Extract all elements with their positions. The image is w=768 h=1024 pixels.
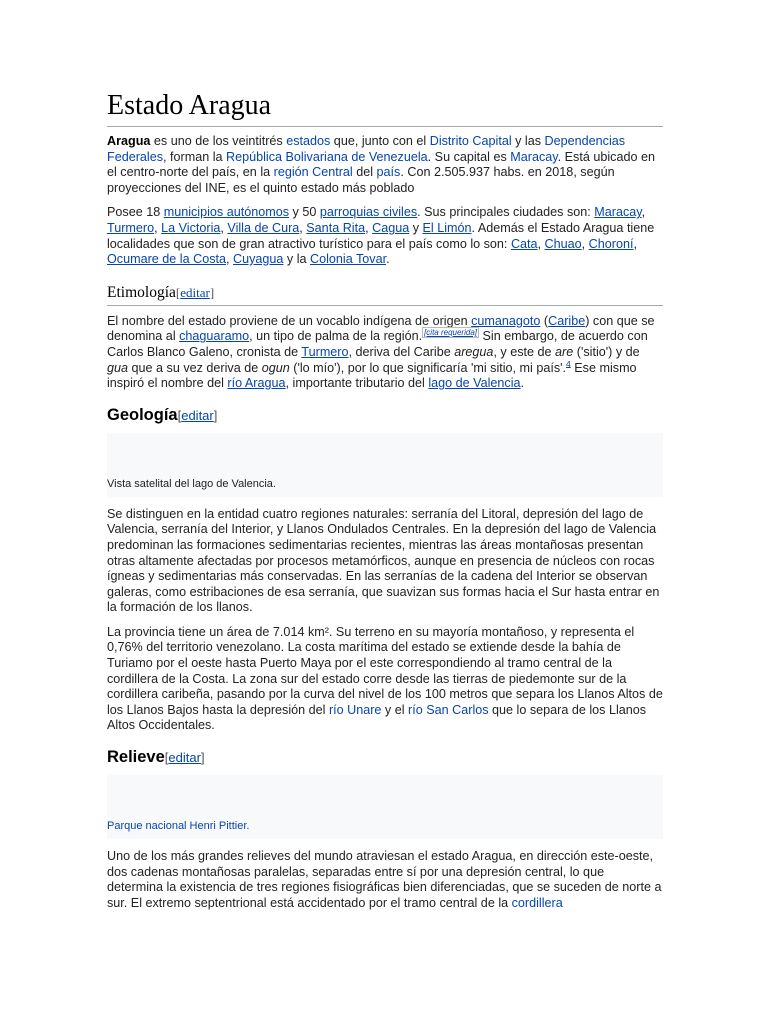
link-maracay-city[interactable]: Maracay (594, 205, 642, 220)
text: , (365, 220, 373, 235)
article-content (107, 88, 663, 911)
text: El nombre del estado proviene de un vocablo indígena de origen (107, 313, 472, 328)
link-cata[interactable]: Cata (510, 236, 538, 251)
text: . (386, 252, 390, 267)
text: , (220, 220, 228, 235)
link-estados[interactable]: estados (286, 134, 331, 148)
text: ('lo mío'), por lo que significaría 'mi sitio, mi país'. (289, 360, 567, 375)
text: . Sus principales ciudades son: (417, 205, 595, 220)
text: Posee 18 (107, 205, 164, 220)
link-caribe[interactable]: Caribe (548, 313, 586, 328)
link-cuyagua[interactable]: Cuyagua (233, 252, 284, 267)
text: . Además el Estado Aragua tiene localidades que son de gran atractivo turístico para el país como lo son: (107, 220, 655, 251)
text: , (299, 220, 307, 235)
section-heading-etimologia (107, 284, 663, 306)
link-cagua[interactable]: Cagua (372, 220, 410, 235)
link-region-central[interactable]: región Central (273, 165, 353, 180)
text: . (520, 376, 525, 391)
link-santa-rita[interactable]: Santa Rita (306, 220, 366, 235)
text: ('sitio') y de (573, 344, 640, 359)
text: , (537, 236, 545, 251)
link-rio-aragua[interactable]: río Aragua (227, 376, 286, 391)
link-municipios[interactable]: municipios autónomos (163, 205, 290, 220)
text: . Con 2.505.937 habs. en 2018, según proyecciones del INE, es el quinto estado más poblado (107, 165, 615, 195)
text: Sin embargo, de acuerdo con Carlos Blanco Galeno, cronista de (107, 329, 648, 359)
relieve-paragraph (107, 849, 663, 911)
bracket: [ (177, 407, 182, 423)
etimologia-paragraph (107, 314, 663, 392)
bracket: ] (209, 284, 215, 300)
text: , deriva del Caribe (348, 344, 455, 359)
link-el-limon[interactable]: El Limón (422, 220, 472, 235)
text: , forman la (163, 149, 227, 164)
text: y las (511, 134, 545, 148)
edit-link[interactable]: editar (180, 284, 210, 300)
heading-text: Etimología (107, 283, 176, 301)
edit-section (176, 285, 214, 300)
italic-term: aregua (454, 344, 494, 359)
page-title: Estado Aragua (107, 88, 663, 127)
text: que lo separa de los Llanos Altos Occidentales. (107, 702, 647, 733)
link-pais[interactable]: país (376, 165, 401, 180)
edit-section (178, 408, 218, 423)
image-figure-parque[interactable] (107, 775, 663, 839)
link-republica[interactable]: República Bolivariana de Venezuela (226, 149, 428, 164)
text: y 50 (289, 205, 320, 220)
text: . Está ubicado en el centro-norte del país, en la (107, 149, 655, 180)
section-heading-relieve (107, 748, 663, 767)
link-choroni[interactable]: Choroní (588, 236, 634, 251)
link-la-victoria[interactable]: La Victoria (161, 220, 221, 235)
geologia-paragraph-2 (107, 625, 663, 734)
heading-text: Relieve (107, 748, 165, 767)
link-distrito-capital[interactable]: Distrito Capital (429, 134, 512, 148)
link-chaguaramo[interactable]: chaguaramo (179, 329, 250, 344)
text: Uno de los más grandes relieves del mundo atraviesan el estado Aragua, en dirección este-oeste, dos cadenas montañosas paralelas, separadas entre sí por una depresión central, lo que determina la existencia de tres regiones fisiográficas bien diferenciadas, que se suceden de norte a sur. El extremo septentrional está accidentado por el tramo central de la (107, 849, 662, 910)
link-colonia-tovar[interactable]: Colonia Tovar (310, 252, 387, 267)
text: , (226, 252, 233, 267)
link-turmero[interactable]: Turmero (107, 220, 155, 235)
link-cordillera[interactable]: cordillera (511, 895, 563, 910)
text: , (641, 205, 646, 220)
citation-needed-link[interactable]: [cita requerida] (424, 328, 477, 338)
text: que a su vez deriva de (128, 360, 262, 375)
edit-link[interactable]: editar (168, 750, 201, 766)
link-rio-san-carlos[interactable]: río San Carlos (408, 702, 489, 717)
text: y el (381, 702, 409, 717)
link-villa-de-cura[interactable]: Villa de Cura (227, 220, 300, 235)
bracket: ] (213, 407, 218, 423)
edit-section (165, 750, 205, 765)
link-lago-de-valencia[interactable]: lago de Valencia (428, 376, 521, 391)
text: , (633, 236, 637, 251)
bold-term: Aragua (107, 134, 151, 148)
text: La provincia tiene un área de 7.014 km². Su terreno en su mayoría montañoso, y representa el 0,76% del territorio venezolano. La costa marítima del estado se extiende desde la bahía de Turiamo por el oeste hasta Puerto Maya por el este correspondiendo al tramo central de la cordillera de la Costa. La zona sur del estado corre desde las tierras de piedemonte sur de la cordillera caribeña, pasando por la curva del nivel de los 100 metros que separa los Llanos Altos de los Llanos Bajos hasta la depresión del (107, 624, 663, 717)
section-heading-geologia (107, 406, 663, 425)
link-ocumare[interactable]: Ocumare de la Costa (107, 252, 226, 267)
link-maracay[interactable]: Maracay (510, 149, 558, 164)
edit-link[interactable]: editar (181, 407, 214, 423)
text: , (154, 220, 162, 235)
text: del (352, 165, 377, 180)
link-rio-unare[interactable]: río Unare (328, 702, 382, 717)
text: ( (540, 313, 549, 328)
cities-paragraph (107, 205, 663, 267)
geologia-paragraph-1: Se distinguen en la entidad cuatro regiones naturales: serranía del Litoral, depresión del lago de Valencia, serranía del Interior, y Llanos Ondulados Centrales. En la depresión del lago de Valencia predominan las formaciones sedimentarias recientes, mientras las áreas montañosas presentan otras altamente afectadas por procesos metamórficos, aunque en presencia de núcleos con rocas ígneas y sedimentarias más conservadas. En las serranías de la cadena del Interior se observan galeras, como estribaciones de esa serranía, que suavizan sus formas hacia el Sur hasta entrar en la formación de los llanos. (107, 506, 660, 615)
italic-term: are (555, 344, 574, 359)
text: que, junto con el (330, 134, 430, 148)
text: . Su capital es (427, 149, 511, 164)
bracket: [ (175, 284, 181, 300)
text: y (409, 220, 423, 235)
bracket: [ (164, 750, 169, 766)
text: , y este de (493, 344, 556, 359)
reference-link[interactable]: 4 (566, 358, 571, 369)
intro-paragraph (107, 134, 663, 196)
link-turmero-ety[interactable]: Turmero (301, 344, 349, 359)
image-figure-lago[interactable] (107, 433, 663, 497)
link-cumanagoto[interactable]: cumanagoto (471, 313, 541, 328)
text: y la (283, 252, 311, 267)
text: es uno de los veintitrés (150, 134, 287, 148)
link-chuao[interactable]: Chuao (544, 236, 582, 251)
text: ) con que se denomina al (107, 313, 655, 344)
text: , un tipo de palma de la región. (249, 329, 423, 344)
figure-caption: Vista satelital del lago de Valencia. (107, 477, 276, 490)
figure-caption-link[interactable]: Parque nacional Henri Pittier. (107, 820, 250, 833)
text: , (581, 236, 589, 251)
text: , importante tributario del (285, 376, 429, 391)
text: Ese mismo inspiró el nombre del (107, 360, 637, 391)
heading-text: Geología (107, 405, 178, 424)
italic-term: ogun (261, 360, 290, 375)
italic-term: gua (107, 360, 129, 375)
bracket: ] (200, 750, 205, 766)
link-parroquias[interactable]: parroquias civiles (319, 205, 418, 220)
link-dependencias-federales[interactable]: Dependencias Federales (107, 134, 626, 164)
